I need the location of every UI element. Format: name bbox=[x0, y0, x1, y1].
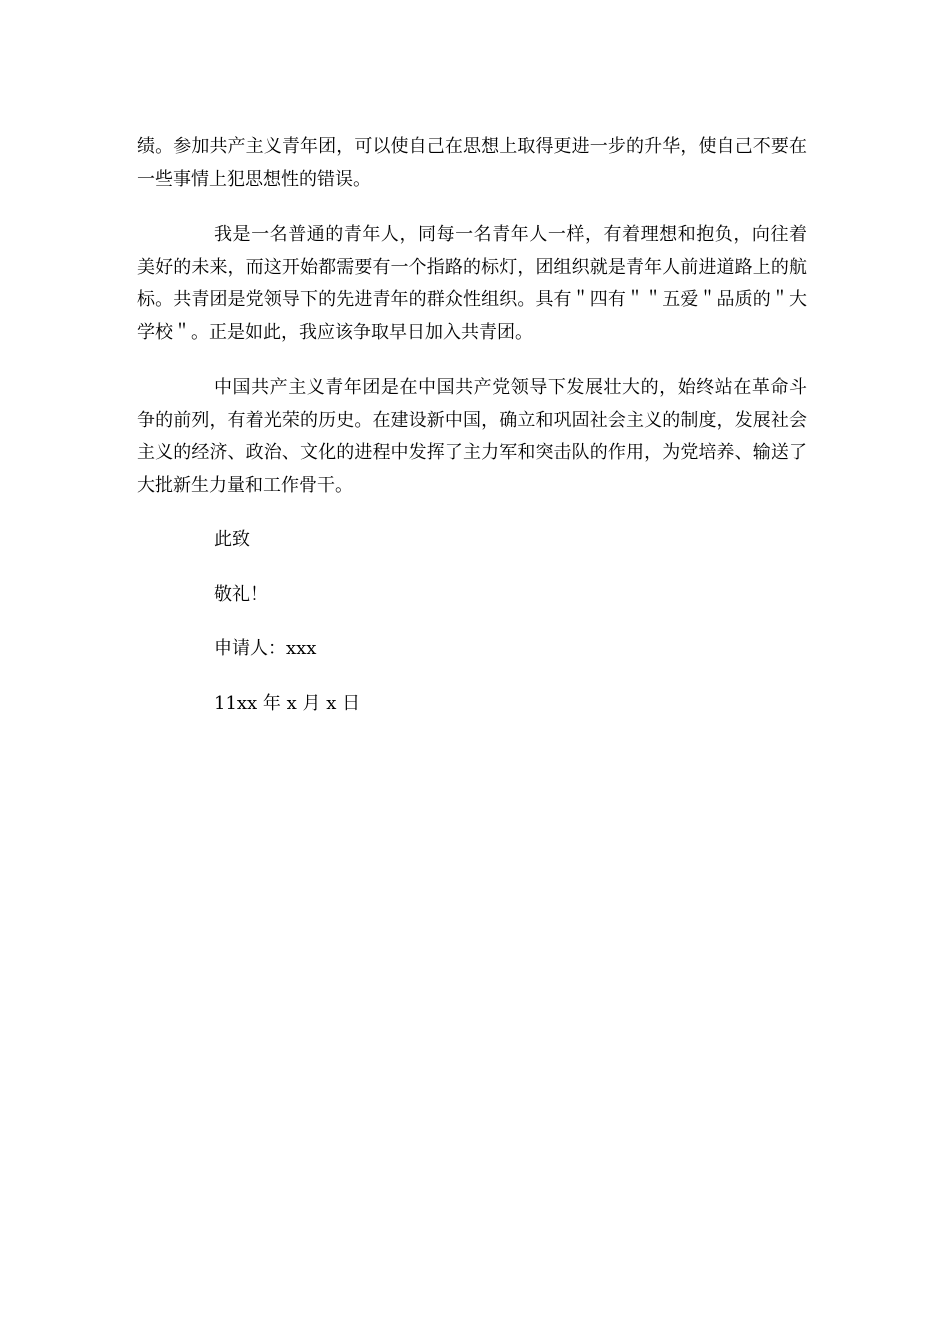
application-date: 11xx 年 x 月 x 日 bbox=[214, 692, 361, 714]
paragraph-ideals: 我是一名普通的青年人，同每一名青年人一样，有着理想和抱负，向往着美好的未来，而这开始都需要有一个指路的标灯，团组织就是青年人前进道路上的航标。共青团是党领导下的先进青年的群众性组织。具有＂四有＂＂五爱＂品质的＂大学校＂。正是如此，我应该争取早日加入共青团。 bbox=[137, 224, 807, 343]
document-page bbox=[137, 131, 807, 720]
applicant-signature: 申请人：xxx bbox=[214, 638, 317, 659]
paragraph-league-history: 中国共产主义青年团是在中国共产党领导下发展壮大的，始终站在革命斗争的前列，有着光荣的历史。在建设新中国，确立和巩固社会主义的制度，发展社会主义的经济、政治、文化的进程中发挥了主力军和突击队的作用，为党培养、输送了大批新生力量和工作骨干。 bbox=[137, 377, 807, 496]
closing-regards: 敬礼！ bbox=[214, 583, 268, 605]
paragraph-continuation: 绩。参加共产主义青年团，可以使自己在思想上取得更进一步的升华，使自己不要在一些事情上犯思想性的错误。 bbox=[137, 136, 807, 190]
closing-salutation: 此致 bbox=[214, 529, 250, 550]
